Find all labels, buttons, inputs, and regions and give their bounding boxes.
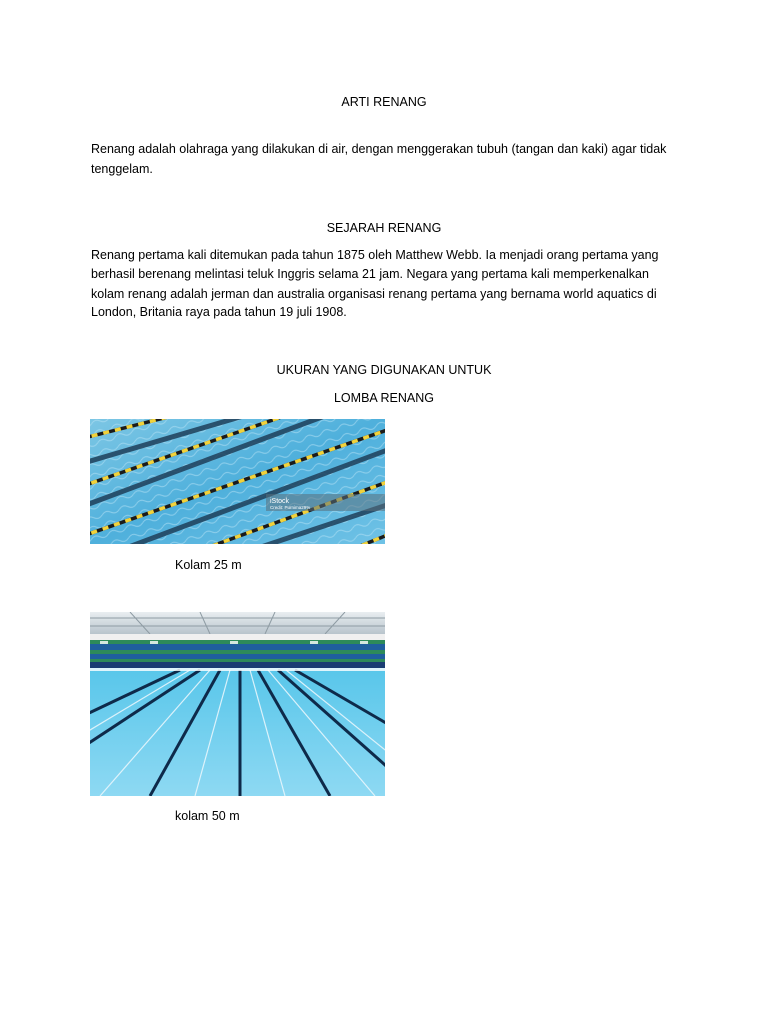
paragraph-sejarah-line-4: London, Britania raya pada tahun 19 juli 1908.: [91, 305, 347, 319]
paragraph-sejarah-line-2: berhasil berenang melintasi teluk Inggris selama 21 jam. Negara yang pertama kali memperkenalkan: [91, 267, 649, 281]
paragraph-sejarah-line-3: kolam renang adalah jerman dan australia organisasi renang pertama yang bernama world aquatics di: [91, 287, 657, 301]
heading-ukuran-line-1: UKURAN YANG DIGUNAKAN UNTUK: [276, 363, 492, 377]
paragraph-arti-line-2: tenggelam.: [91, 162, 153, 176]
watermark-subtext: Credit: Purnima29%: [270, 505, 311, 510]
caption-pool-25m: Kolam 25 m: [175, 558, 242, 572]
caption-pool-50m: kolam 50 m: [175, 809, 240, 823]
pool-50m-image: [90, 612, 385, 796]
pool-25m-image: [90, 419, 385, 544]
heading-ukuran-line-2: LOMBA RENANG: [333, 391, 435, 405]
heading-arti-renang: ARTI RENANG: [341, 95, 427, 109]
heading-sejarah-renang: SEJARAH RENANG: [326, 221, 442, 235]
paragraph-arti-line-1: Renang adalah olahraga yang dilakukan di air, dengan menggerakan tubuh (tangan dan kaki) agar tidak: [91, 142, 667, 156]
watermark-text: iStock: [270, 498, 290, 505]
paragraph-sejarah-line-1: Renang pertama kali ditemukan pada tahun 1875 oleh Matthew Webb. Ia menjadi orang pertama yang: [91, 248, 659, 262]
